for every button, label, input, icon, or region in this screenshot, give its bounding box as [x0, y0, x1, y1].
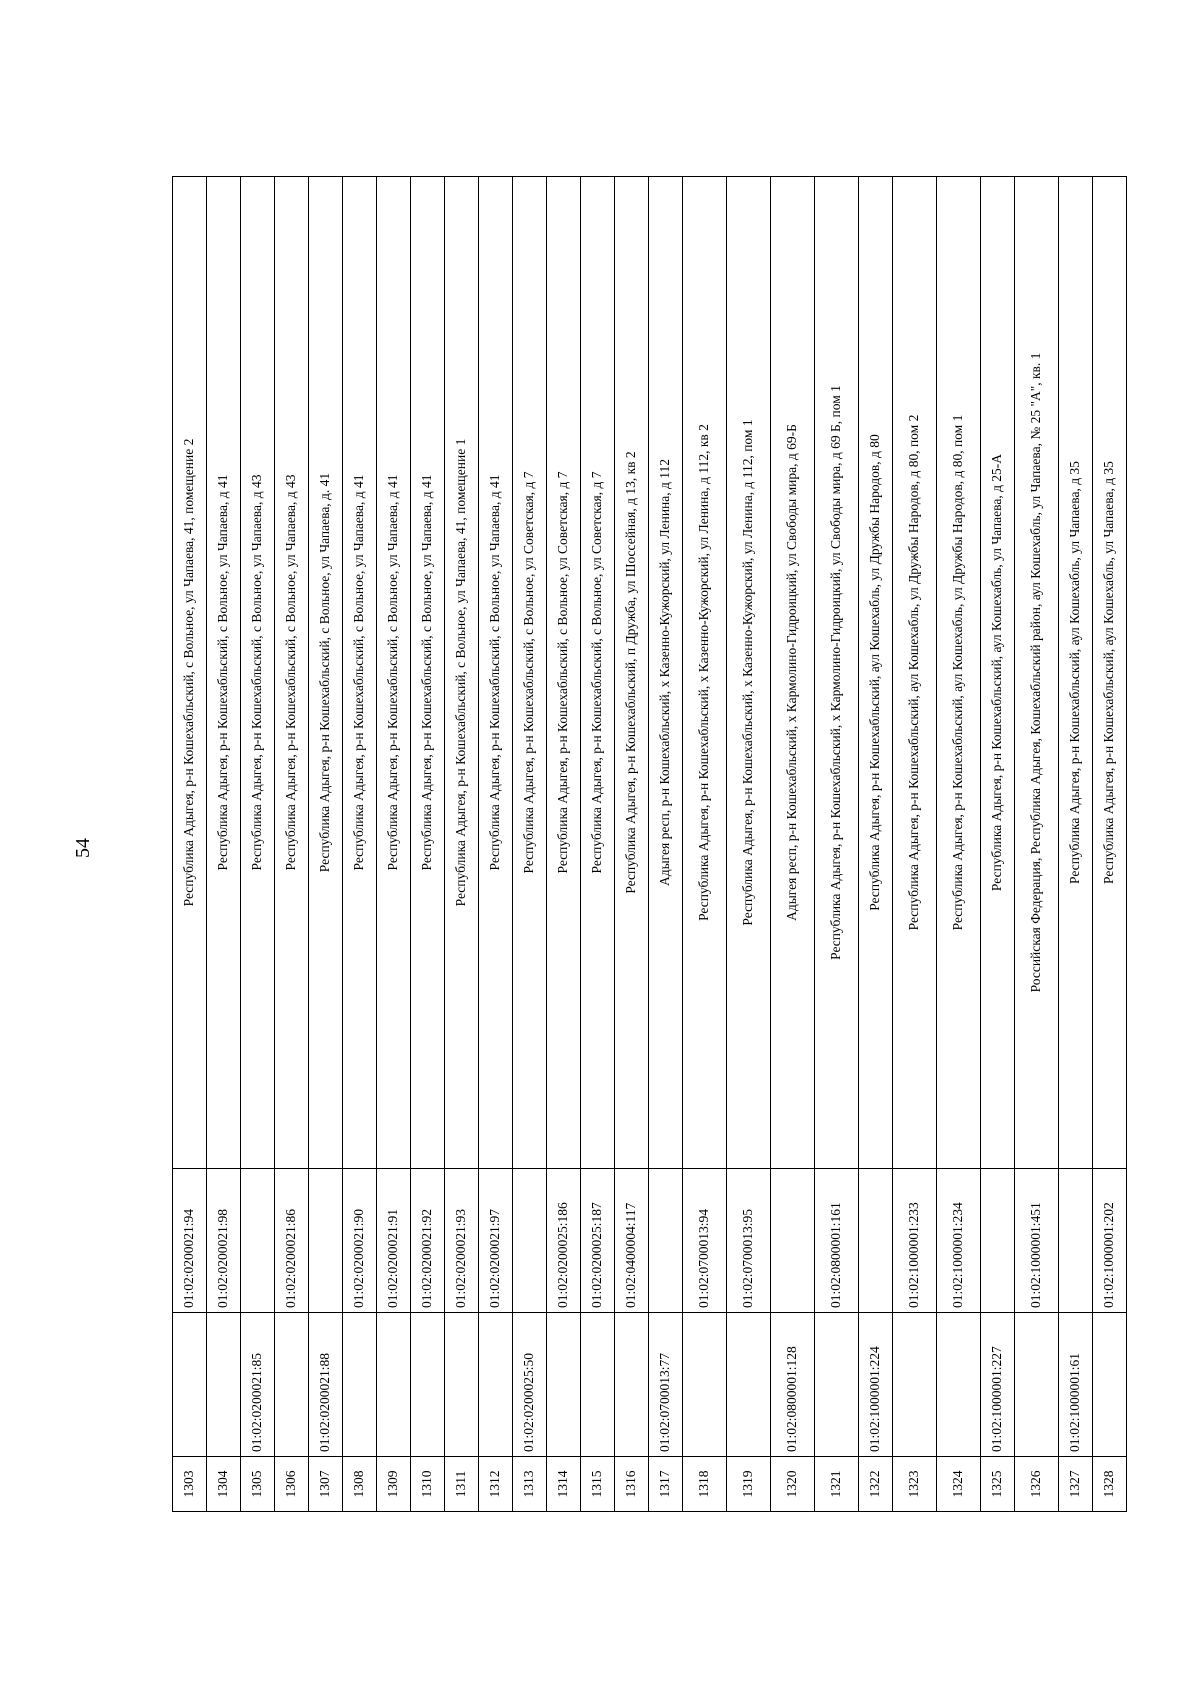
address-cell: Республика Адыгея, р-н Кошехабльский, с Вольное, ул Чапаева, д. 41 — [309, 177, 343, 1169]
registry-table-container — [172, 177, 1117, 1512]
parent-cadastral-cell: 01:02:1000001:227 — [981, 1313, 1015, 1457]
table-row — [445, 177, 479, 1512]
row-number-cell: 1308 — [343, 1457, 377, 1512]
table-row — [981, 177, 1015, 1512]
address-cell: Республика Адыгея, р-н Кошехабльский, х Казенно-Кужорский, ул Ленина, д 112, кв 2 — [683, 177, 727, 1169]
parent-cadastral-cell — [343, 1313, 377, 1457]
row-number-cell: 1319 — [727, 1457, 771, 1512]
table-row — [581, 177, 615, 1512]
parent-cadastral-cell: 01:02:0200025:50 — [513, 1313, 547, 1457]
cadastral-number-cell: 01:02:1000001:202 — [1093, 1169, 1127, 1313]
row-number-cell: 1318 — [683, 1457, 727, 1512]
row-number-cell: 1321 — [815, 1457, 859, 1512]
address-cell: Адыгея респ, р-н Кошехабльский, х Казенно-Кужорский, ул Ленина, д 112 — [649, 177, 683, 1169]
row-number-cell: 1325 — [981, 1457, 1015, 1512]
address-cell: Республика Адыгея, р-н Кошехабльский, х Кармолино-Гидроицкий, ул Свободы мира, д 69 Б, пом 1 — [815, 177, 859, 1169]
row-number-cell: 1315 — [581, 1457, 615, 1512]
table-row — [411, 177, 445, 1512]
row-number-cell: 1326 — [1015, 1457, 1059, 1512]
cadastral-number-cell: 01:02:1000001:451 — [1015, 1169, 1059, 1313]
row-number-cell: 1323 — [893, 1457, 937, 1512]
row-number-cell: 1306 — [275, 1457, 309, 1512]
parent-cadastral-cell: 01:02:0200021:85 — [241, 1313, 275, 1457]
page-number: 54 — [71, 838, 94, 858]
table-row — [207, 177, 241, 1512]
address-cell: Республика Адыгея, р-н Кошехабльский, с Вольное, ул Советская, д 7 — [513, 177, 547, 1169]
row-number-cell: 1303 — [173, 1457, 207, 1512]
parent-cadastral-cell — [479, 1313, 513, 1457]
table-row — [937, 177, 981, 1512]
table-row — [241, 177, 275, 1512]
registry-table — [172, 176, 1127, 1512]
parent-cadastral-cell — [173, 1313, 207, 1457]
parent-cadastral-cell — [815, 1313, 859, 1457]
row-number-cell: 1304 — [207, 1457, 241, 1512]
cadastral-number-cell — [859, 1169, 893, 1313]
address-cell: Республика Адыгея, р-н Кошехабльский, с Вольное, ул Советская, д 7 — [581, 177, 615, 1169]
parent-cadastral-cell: 01:02:0800001:128 — [771, 1313, 815, 1457]
row-number-cell: 1313 — [513, 1457, 547, 1512]
cadastral-number-cell: 01:02:0200021:91 — [377, 1169, 411, 1313]
row-number-cell: 1314 — [547, 1457, 581, 1512]
parent-cadastral-cell — [937, 1313, 981, 1457]
parent-cadastral-cell — [377, 1313, 411, 1457]
cadastral-number-cell: 01:02:0200025:187 — [581, 1169, 615, 1313]
parent-cadastral-cell — [683, 1313, 727, 1457]
cadastral-number-cell: 01:02:0400004:117 — [615, 1169, 649, 1313]
cadastral-number-cell: 01:02:0200021:94 — [173, 1169, 207, 1313]
address-cell: Республика Адыгея, р-н Кошехабльский, с Вольное, ул Чапаева, д 43 — [275, 177, 309, 1169]
cadastral-number-cell: 01:02:0700013:95 — [727, 1169, 771, 1313]
cadastral-number-cell: 01:02:0200021:86 — [275, 1169, 309, 1313]
table-row — [615, 177, 649, 1512]
cadastral-number-cell — [771, 1169, 815, 1313]
table-row — [649, 177, 683, 1512]
row-number-cell: 1311 — [445, 1457, 479, 1512]
address-cell: Республика Адыгея, р-н Кошехабльский, с Вольное, ул Чапаева, д 41 — [411, 177, 445, 1169]
address-cell: Республика Адыгея, р-н Кошехабльский, п Дружба, ул Шоссейная, д 13, кв 2 — [615, 177, 649, 1169]
table-row — [859, 177, 893, 1512]
parent-cadastral-cell — [411, 1313, 445, 1457]
table-row — [1059, 177, 1093, 1512]
parent-cadastral-cell — [207, 1313, 241, 1457]
parent-cadastral-cell — [547, 1313, 581, 1457]
address-cell: Республика Адыгея, р-н Кошехабльский, аул Кошехабль, ул Дружбы Народов, д 80, пом 2 — [893, 177, 937, 1169]
cadastral-number-cell — [1059, 1169, 1093, 1313]
cadastral-number-cell — [981, 1169, 1015, 1313]
row-number-cell: 1322 — [859, 1457, 893, 1512]
address-cell: Республика Адыгея, р-н Кошехабльский, аул Кошехабль, ул Дружбы Народов, д 80, пом 1 — [937, 177, 981, 1169]
row-number-cell: 1316 — [615, 1457, 649, 1512]
cadastral-number-cell: 01:02:0700013:94 — [683, 1169, 727, 1313]
parent-cadastral-cell — [1015, 1313, 1059, 1457]
cadastral-number-cell — [309, 1169, 343, 1313]
row-number-cell: 1327 — [1059, 1457, 1093, 1512]
address-cell: Республика Адыгея, р-н Кошехабльский, с Вольное, ул Чапаева, 41, помещение 2 — [173, 177, 207, 1169]
registry-table-body — [173, 177, 1127, 1512]
parent-cadastral-cell: 01:02:1000001:61 — [1059, 1313, 1093, 1457]
parent-cadastral-cell — [727, 1313, 771, 1457]
cadastral-number-cell — [649, 1169, 683, 1313]
row-number-cell: 1310 — [411, 1457, 445, 1512]
cadastral-number-cell: 01:02:0200025:186 — [547, 1169, 581, 1313]
table-row — [1093, 177, 1127, 1512]
address-cell: Республика Адыгея, р-н Кошехабльский, аул Кошехабль, ул Дружбы Народов, д 80 — [859, 177, 893, 1169]
table-row — [893, 177, 937, 1512]
parent-cadastral-cell — [581, 1313, 615, 1457]
address-cell: Республика Адыгея, р-н Кошехабльский, аул Кошехабль, ул Чапаева, д 35 — [1059, 177, 1093, 1169]
cadastral-number-cell — [513, 1169, 547, 1313]
parent-cadastral-cell: 01:02:1000001:224 — [859, 1313, 893, 1457]
table-row — [1015, 177, 1059, 1512]
address-cell: Республика Адыгея, р-н Кошехабльский, с Вольное, ул Чапаева, 41, помещение 1 — [445, 177, 479, 1169]
address-cell: Республика Адыгея, р-н Кошехабльский, с Вольное, ул Чапаева, д 41 — [479, 177, 513, 1169]
address-cell: Республика Адыгея, р-н Кошехабльский, с Вольное, ул Чапаева, д 41 — [343, 177, 377, 1169]
table-row — [771, 177, 815, 1512]
table-row — [683, 177, 727, 1512]
cadastral-number-cell: 01:02:0200021:92 — [411, 1169, 445, 1313]
table-row — [309, 177, 343, 1512]
row-number-cell: 1328 — [1093, 1457, 1127, 1512]
cadastral-number-cell: 01:02:0200021:97 — [479, 1169, 513, 1313]
table-row — [479, 177, 513, 1512]
row-number-cell: 1317 — [649, 1457, 683, 1512]
parent-cadastral-cell — [615, 1313, 649, 1457]
cadastral-number-cell: 01:02:0200021:93 — [445, 1169, 479, 1313]
parent-cadastral-cell: 01:02:0200021:88 — [309, 1313, 343, 1457]
row-number-cell: 1312 — [479, 1457, 513, 1512]
row-number-cell: 1320 — [771, 1457, 815, 1512]
table-row — [815, 177, 859, 1512]
table-row — [343, 177, 377, 1512]
address-cell: Республика Адыгея, р-н Кошехабльский, с Вольное, ул Советская, д 7 — [547, 177, 581, 1169]
parent-cadastral-cell — [1093, 1313, 1127, 1457]
parent-cadastral-cell: 01:02:0700013:77 — [649, 1313, 683, 1457]
parent-cadastral-cell — [275, 1313, 309, 1457]
address-cell: Республика Адыгея, р-н Кошехабльский, аул Кошехабль, ул Чапаева, д 25-А — [981, 177, 1015, 1169]
address-cell: Адыгея респ, р-н Кошехабльский, х Кармолино-Гидроицкий, ул Свободы мира, д 69-Б — [771, 177, 815, 1169]
cadastral-number-cell: 01:02:0800001:161 — [815, 1169, 859, 1313]
row-number-cell: 1309 — [377, 1457, 411, 1512]
cadastral-number-cell: 01:02:0200021:98 — [207, 1169, 241, 1313]
row-number-cell: 1324 — [937, 1457, 981, 1512]
parent-cadastral-cell — [893, 1313, 937, 1457]
table-row — [377, 177, 411, 1512]
table-row — [727, 177, 771, 1512]
cadastral-number-cell: 01:02:1000001:234 — [937, 1169, 981, 1313]
address-cell: Российская Федерация, Республика Адыгея, Кошехабльский район, аул Кошехабль, ул Чапаева, № 25 "А", кв. 1 — [1015, 177, 1059, 1169]
address-cell: Республика Адыгея, р-н Кошехабльский, аул Кошехабль, ул Чапаева, д 35 — [1093, 177, 1127, 1169]
row-number-cell: 1305 — [241, 1457, 275, 1512]
cadastral-number-cell: 01:02:1000001:233 — [893, 1169, 937, 1313]
cadastral-number-cell: 01:02:0200021:90 — [343, 1169, 377, 1313]
table-row — [173, 177, 207, 1512]
address-cell: Республика Адыгея, р-н Кошехабльский, х Казенно-Кужорский, ул Ленина, д 112, пом 1 — [727, 177, 771, 1169]
table-row — [275, 177, 309, 1512]
address-cell: Республика Адыгея, р-н Кошехабльский, с Вольное, ул Чапаева, д 41 — [207, 177, 241, 1169]
table-row — [547, 177, 581, 1512]
cadastral-number-cell — [241, 1169, 275, 1313]
row-number-cell: 1307 — [309, 1457, 343, 1512]
parent-cadastral-cell — [445, 1313, 479, 1457]
address-cell: Республика Адыгея, р-н Кошехабльский, с Вольное, ул Чапаева, д 41 — [377, 177, 411, 1169]
table-row — [513, 177, 547, 1512]
address-cell: Республика Адыгея, р-н Кошехабльский, с Вольное, ул Чапаева, д 43 — [241, 177, 275, 1169]
